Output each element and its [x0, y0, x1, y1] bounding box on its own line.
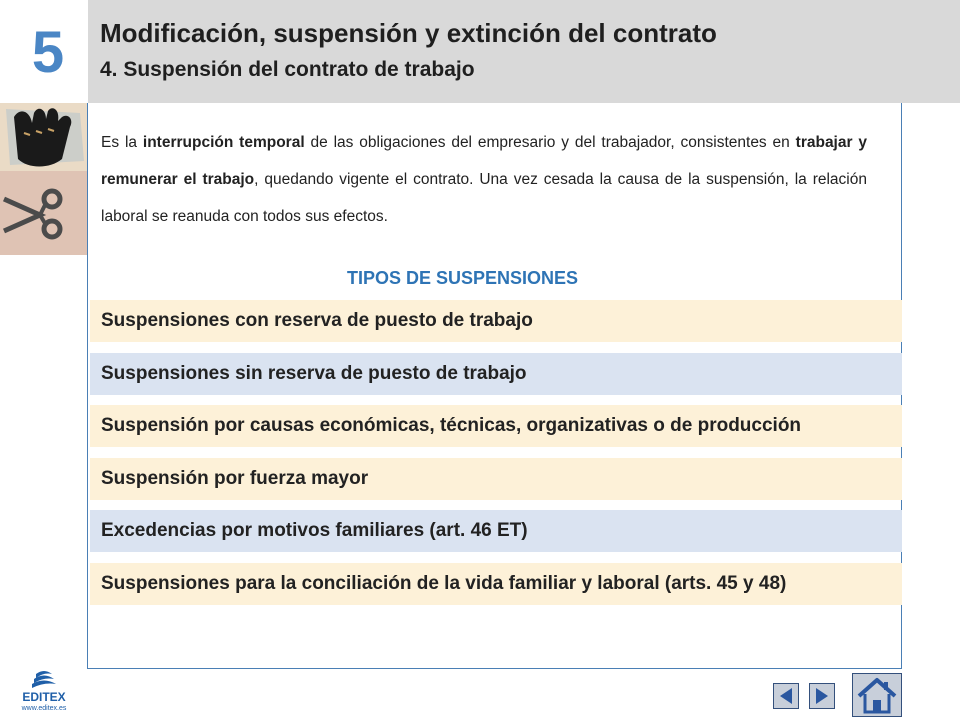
triangle-left-icon	[774, 684, 798, 708]
home-button[interactable]	[852, 673, 902, 717]
intro-text: Es la	[101, 134, 143, 151]
chapter-number: 5	[31, 20, 65, 85]
intro-text: , quedando vigente el contrato. Una vez cesada la causa de la suspensión, la relación laboral se reanuda con todos sus efectos.	[101, 171, 867, 225]
suspension-type-3[interactable]: Suspensión por causas económicas, técnicas, organizativas o de producción	[90, 405, 902, 447]
page-subtitle: 4. Suspensión del contrato de trabajo	[100, 58, 475, 81]
suspension-type-2[interactable]: Suspensiones sin reserva de puesto de trabajo	[90, 353, 902, 395]
previous-button[interactable]	[773, 683, 799, 709]
suspension-type-6[interactable]: Suspensiones para la conciliación de la vida familiar y laboral (arts. 45 y 48)	[90, 563, 902, 605]
suspension-type-5[interactable]: Excedencias por motivos familiares (art. 46 ET)	[90, 510, 902, 552]
home-icon	[853, 674, 901, 716]
intro-paragraph	[101, 124, 867, 235]
intro-highlight: interrupción temporal	[142, 134, 305, 151]
logo-name: EDITEX	[22, 690, 66, 704]
intro-text: de las obligaciones del empresario y del trabajador, consistentes en	[304, 134, 796, 151]
header-band	[88, 0, 960, 103]
next-button[interactable]	[809, 683, 835, 709]
logo-url: www.editex.es	[21, 705, 67, 712]
suspension-type-1[interactable]: Suspensiones con reserva de puesto de trabajo	[90, 300, 902, 342]
intro-highlight: trabajar y remunerar el trabajo	[101, 134, 868, 188]
suspension-type-4[interactable]: Suspensión por fuerza mayor	[90, 458, 902, 500]
page-title: Modificación, suspensión y extinción del contrato	[100, 18, 717, 48]
editex-logo	[14, 668, 74, 712]
types-heading: TIPOS DE SUSPENSIONES	[347, 268, 579, 288]
triangle-right-icon	[810, 684, 834, 708]
hand-scissors-image-icon	[0, 103, 88, 255]
editex-logo-icon	[14, 668, 74, 712]
chapter-image	[0, 103, 88, 255]
